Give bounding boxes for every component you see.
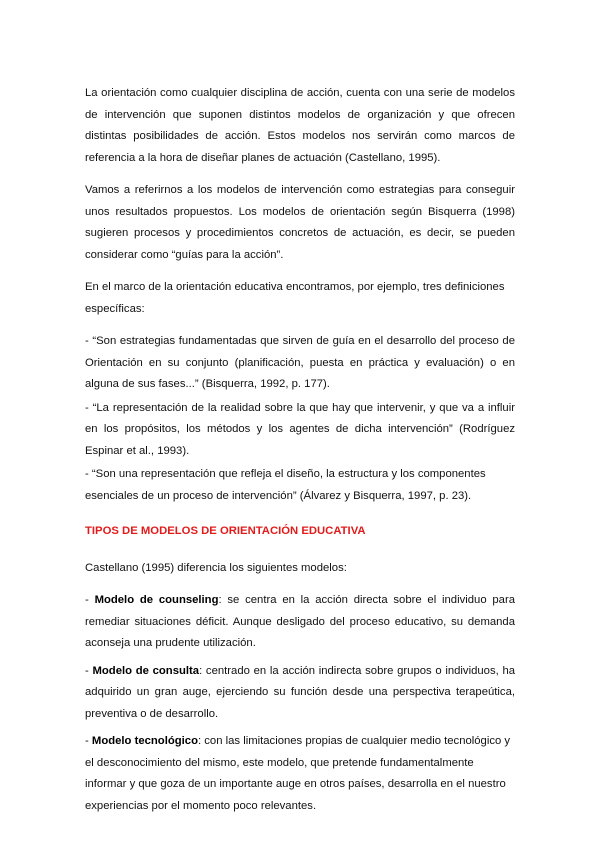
model-counseling-name: Modelo de counseling xyxy=(94,594,219,606)
section-intro: Castellano (1995) diferencia los siguientes modelos: xyxy=(85,561,347,574)
definition-1: - “Son estrategias fundamentadas que sirven de guía en el desarrollo del proceso de Orientación en su conjunto (planificación, puesta en práctica y evaluación) o en alguna de sus fases...” (Bisquerra, 1992, p. 177). xyxy=(85,335,515,390)
model-tecnologico xyxy=(85,731,515,817)
model-consulta-prefix: - xyxy=(85,664,93,677)
model-tecnologico-prefix: - xyxy=(85,735,92,747)
model-tecnologico-name: Modelo tecnológico xyxy=(91,735,198,747)
definitions-intro-paragraph: En el marco de la orientación educativa encontramos, por ejemplo, tres definiciones específicas: xyxy=(85,281,505,315)
model-counseling xyxy=(85,590,515,655)
models-strategy-paragraph: Vamos a referirnos a los modelos de intervención como estrategias para conseguir unos resultados propuestos. Los modelos de orientación según Bisquerra (1998) sugieren procesos y procedimientos concretos de actuación, es decir, se pueden considerar como “guías para la acción”. xyxy=(85,184,515,261)
definition-2: - “La representación de la realidad sobre la que hay que intervenir, y que va a influir en los propósitos, los métodos y los agentes de dicha intervención” (Rodríguez Espinar et al., 1993). xyxy=(85,401,515,457)
intro-paragraph: La orientación como cualquier disciplina de acción, cuenta con una serie de modelos de intervención que suponen distintos modelos de organización y que ofrecen distintas posibilidades de acción. Estos modelos nos servirán como marcos de referencia a la hora de diseñar planes de actuación (Castellano, 1995). xyxy=(85,87,515,164)
model-consulta xyxy=(85,661,515,726)
model-consulta-name: Modelo de consulta xyxy=(92,664,200,677)
model-consulta-text: : centrado en la acción indirecta sobre grupos o individuos, ha adquirido un gran auge, ejerciendo su función desde una perspectiva terapeútica, preventiva o de desarrollo. xyxy=(85,664,516,720)
section-heading: TIPOS DE MODELOS DE ORIENTACIÓN EDUCATIVA xyxy=(85,525,366,537)
model-counseling-text: : se centra en la acción directa sobre el individuo para remediar situaciones déficit. Aunque desligado del proceso educativo, su demanda aconseja una prudente utilización. xyxy=(85,594,516,649)
model-tecnologico-text: : con las limitaciones propias de cualquier medio tecnológico y el desconocimiento del mismo, este modelo, que pretende fundamentalmente informar y que goza de un importante auge en otros países, desarrolla en el nuestro experiencias por el momento poco relevantes. xyxy=(85,735,511,812)
model-counseling-prefix: - xyxy=(85,594,95,606)
definition-3: - “Son una representación que refleja el diseño, la estructura y los componentes esenciales de un proceso de intervención” (Álvarez y Bisquerra, 1997, p. 23). xyxy=(85,468,486,502)
